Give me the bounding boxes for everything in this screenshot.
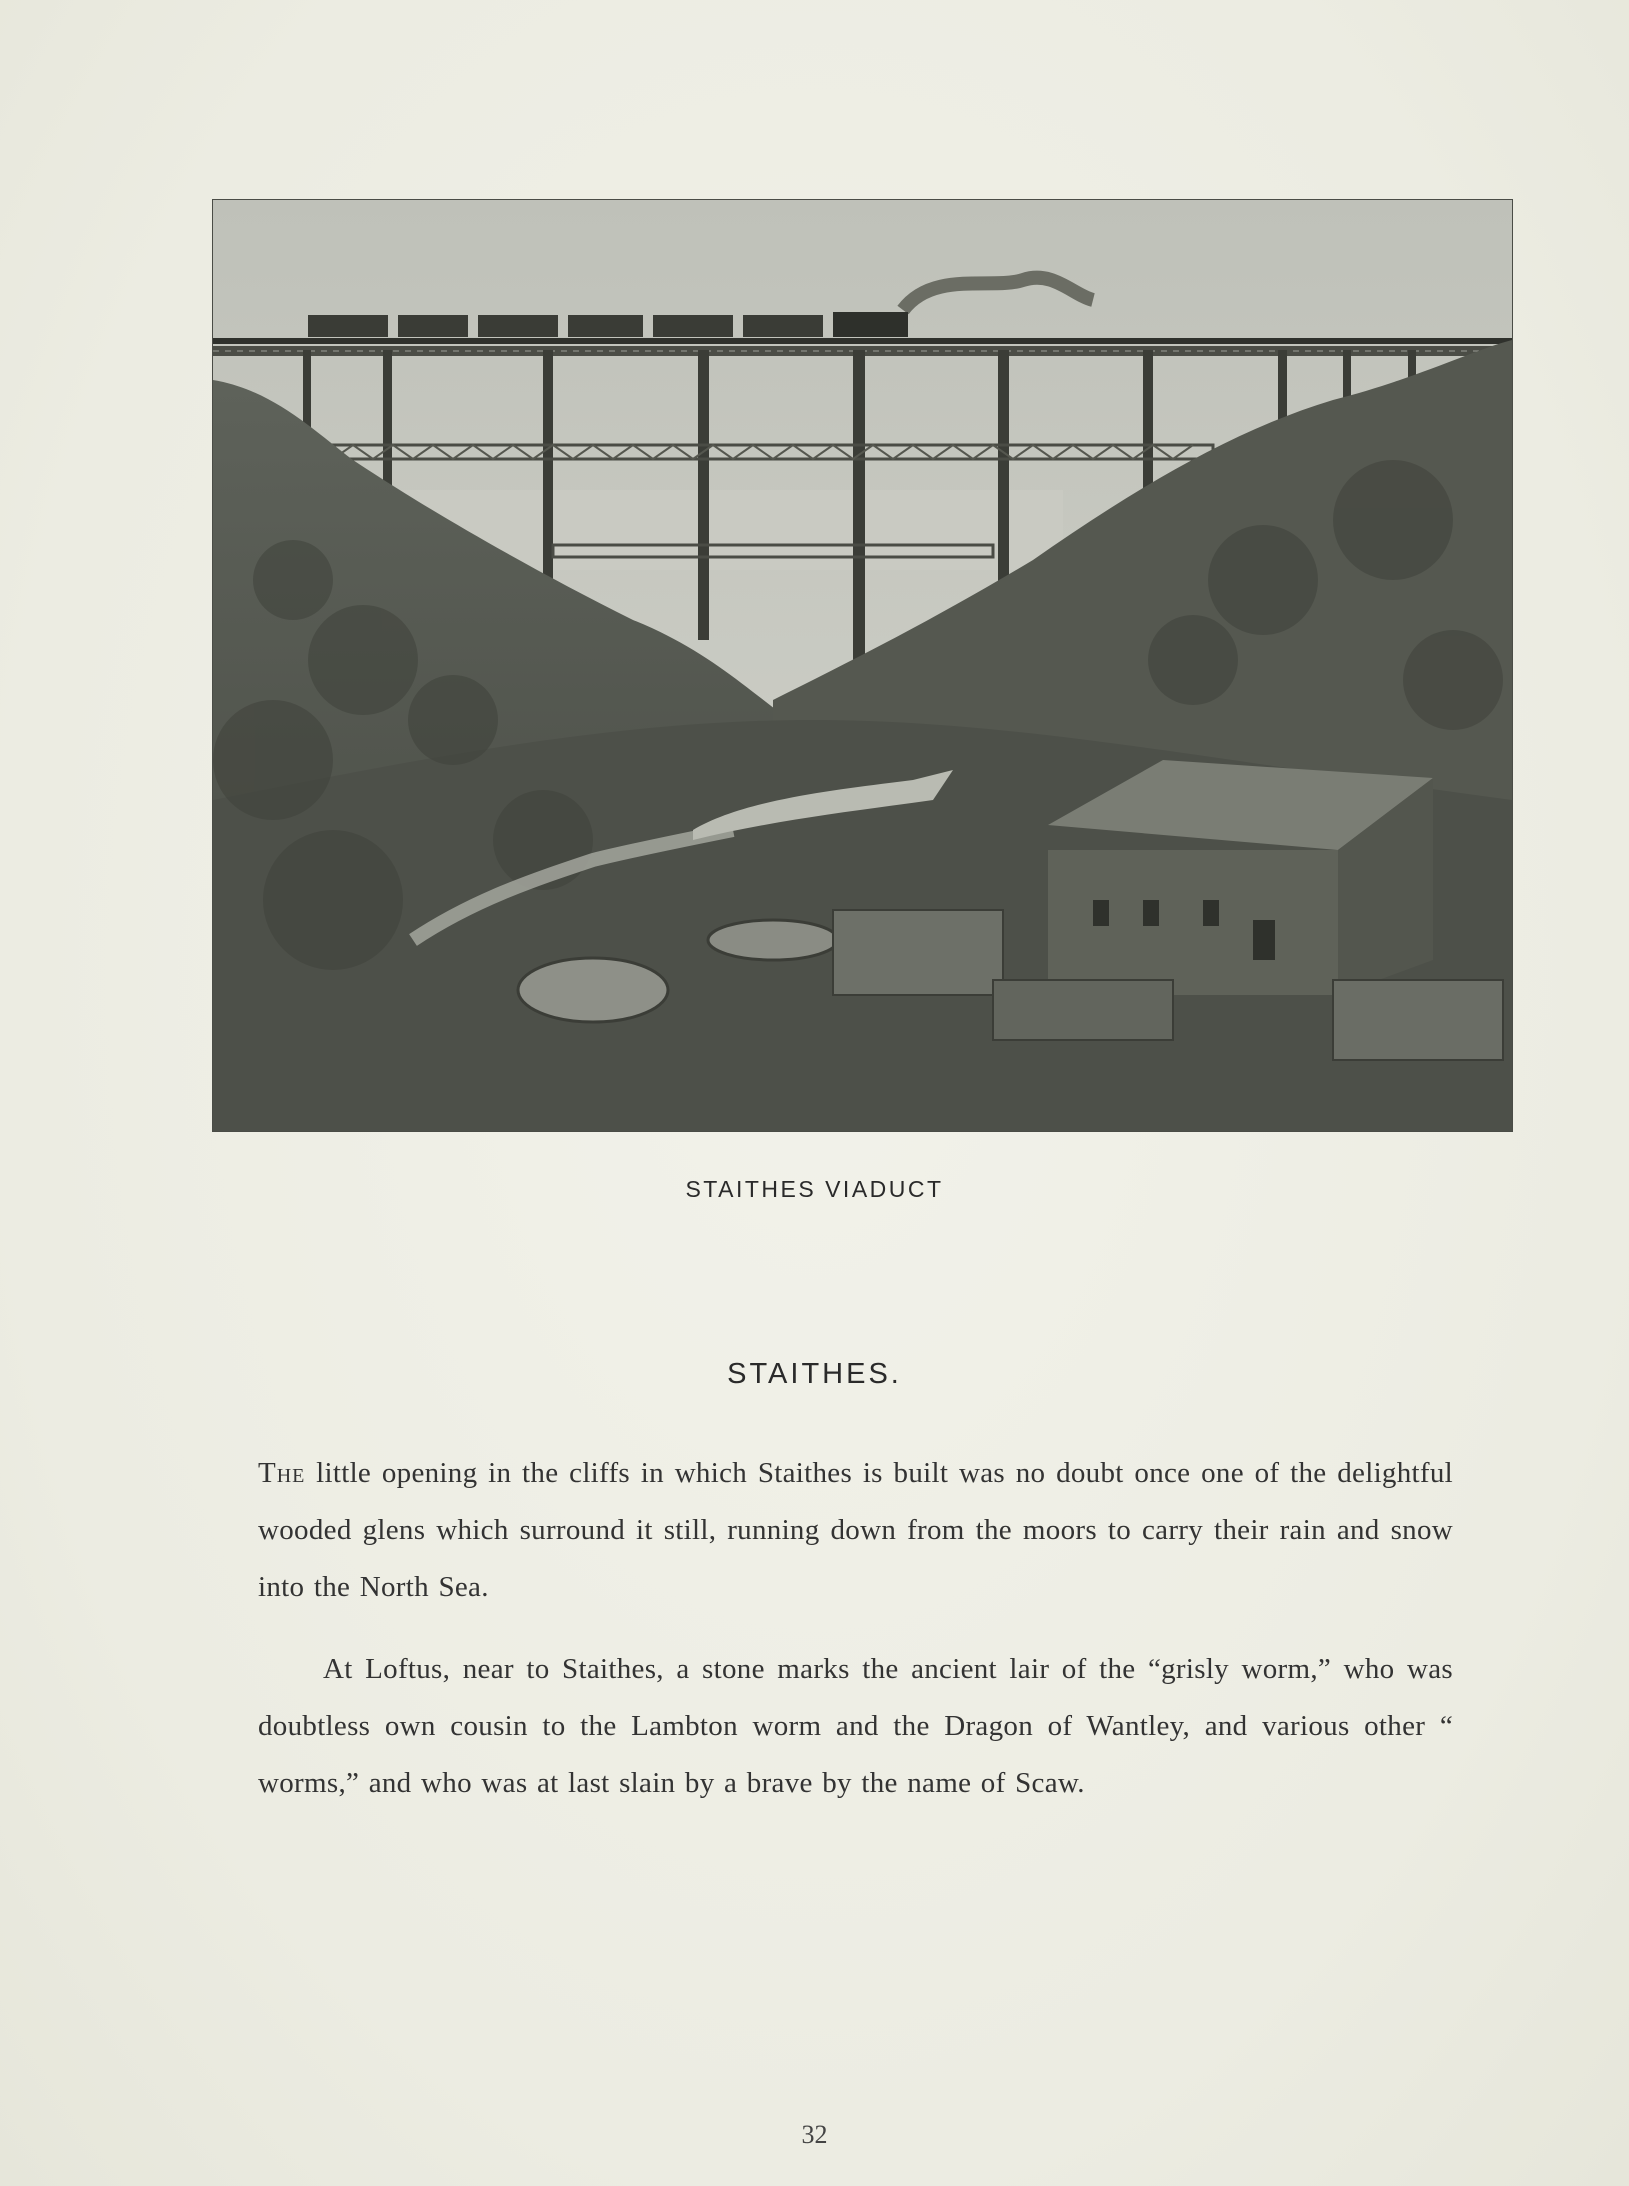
train (308, 312, 908, 337)
paragraph-2: At Loftus, near to Staithes, a stone marks the ancient lair of the “grisly worm,” who was doubtless own cousin to the Lambton worm and the Dragon of Wantley, and various other “ worms,” and who was at last slain by a brave by the name of Scaw. (258, 1653, 1453, 1799)
paragraph-1-text: little opening in the cliffs in which Staithes is built was no doubt once one of the delightful wooded glens which surround it still, running down from the moors to carry their rain and snow into the North Sea. (258, 1457, 1453, 1603)
paragraph-1 (258, 1445, 1453, 1616)
paragraph-lead-word: The (258, 1457, 306, 1489)
stone-building (1048, 760, 1433, 995)
wooden-shed (1333, 980, 1503, 1060)
wooden-shed (833, 910, 1003, 995)
boat (518, 958, 668, 1022)
page-number: 32 (801, 2120, 828, 2149)
section-heading: STAITHES. (727, 1358, 902, 1390)
figure-caption: STAITHES VIADUCT (685, 1176, 944, 1202)
viaduct-photograph (213, 200, 1512, 1131)
wooden-shed (993, 980, 1173, 1040)
boat (708, 920, 838, 960)
